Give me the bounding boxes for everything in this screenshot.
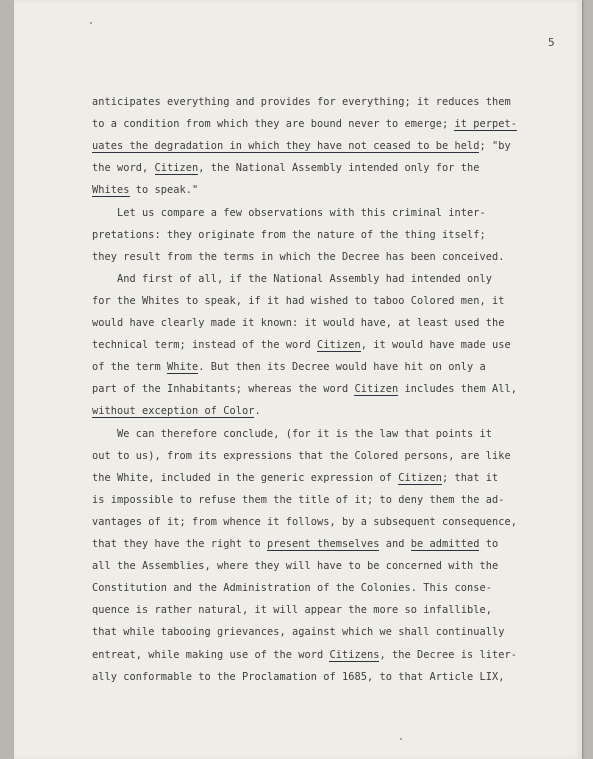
text-segment: to a condition from which they are bound never to emerge; [92,118,455,131]
speck-mark [400,738,402,740]
text-segment: that they have the right to [92,538,267,550]
text-line [92,516,517,528]
text-line [92,184,198,196]
text-line [92,494,504,506]
text-segment: to [479,538,499,550]
text-segment: of the term [92,361,167,374]
underlined-text: Citizens [329,648,380,661]
text-line [92,251,504,263]
text-line [92,671,504,683]
text-segment: ally conformable to the Proclamation of 1685, to that Article LIX, [92,670,505,683]
text-line [92,582,492,594]
text-segment: We can therefore conclude, (for it is the law that points it [92,427,492,440]
text-segment: to speak." [129,184,199,197]
text-line [92,317,504,329]
text-segment: , the Decree is liter- [379,648,517,661]
text-line [92,626,504,638]
text-segment: , it would have made use [360,339,511,352]
text-segment: , the National Assembly intended only for the [198,162,480,175]
text-line [92,96,511,108]
text-line [92,428,492,440]
underlined-text: be admitted [410,538,480,550]
text-segment: Let us compare a few observations with this criminal inter- [92,206,486,219]
underlined-text: it perpet- [454,118,517,131]
text-segment: And first of all, if the National Assembly had intended only [92,272,492,285]
text-line [92,604,492,616]
text-segment: all the Assemblies, where they will have to be concerned with the [92,560,499,573]
text-segment: that while tabooing grievances, against which we shall continually [92,626,505,639]
text-line [92,560,498,572]
text-segment: for the Whites to speak, if it had wished to taboo Colored men, it [92,294,505,307]
text-segment: the White, included in the generic expression of [92,471,399,484]
document-page [14,0,582,759]
text-segment: they result from the terms in which the Decree has been conceived. [92,250,505,263]
underlined-text: Citizen [154,162,199,175]
text-line [92,207,486,219]
text-line [92,273,492,285]
text-segment: out to us), from its expressions that the Colored persons, are like [92,449,511,462]
speck-mark [90,22,92,24]
underlined-text: Citizen [316,339,361,352]
text-segment: technical term; instead of the word [92,339,317,352]
text-segment: includes them All, [398,383,517,396]
text-line [92,472,498,484]
underlined-text: White [167,361,199,374]
text-line [92,649,517,661]
underlined-text: Citizen [398,471,442,484]
text-segment: is impossible to refuse them the title of it; to deny them the ad- [92,493,505,506]
text-line [92,361,486,373]
text-line [92,229,486,241]
text-segment: pretations: they originate from the nature of the thing itself; [92,228,486,241]
underlined-text: Citizen [354,383,399,396]
text-segment: vantages of it; from whence it follows, by a subsequent consequence, [92,515,517,528]
text-segment: . But then its Decree would have hit on only a [198,361,486,374]
text-line [92,383,517,395]
text-segment: Constitution and the Administration of the Colonies. This conse- [92,582,492,595]
text-segment: . [254,405,261,418]
page-number: 5 [548,36,555,49]
text-segment: would have clearly made it known: it would have, at least used the [92,317,505,329]
text-segment: quence is rather natural, it will appear the more so infallible, [92,604,492,617]
text-segment: the word, [92,162,155,175]
underlined-text: Whites [92,184,130,197]
text-segment: ; "by [479,140,511,153]
text-line [92,339,511,351]
text-line [92,118,517,130]
text-line [92,162,479,174]
text-line [92,405,261,417]
underlined-text: present themselves [266,538,380,550]
text-segment: part of the Inhabitants; whereas the word [92,383,355,396]
text-segment: and [379,538,411,550]
text-segment: ; that it [441,471,499,484]
text-line [92,538,498,550]
text-segment: anticipates everything and provides for everything; it reduces them [92,96,511,108]
underlined-text: uates the degradation in which they have not ceased to be held [92,140,480,153]
text-segment: entreat, while making use of the word [92,648,330,661]
text-line [92,295,504,307]
text-line [92,140,511,152]
underlined-text: without exception of Color [92,405,255,418]
text-line [92,450,511,462]
